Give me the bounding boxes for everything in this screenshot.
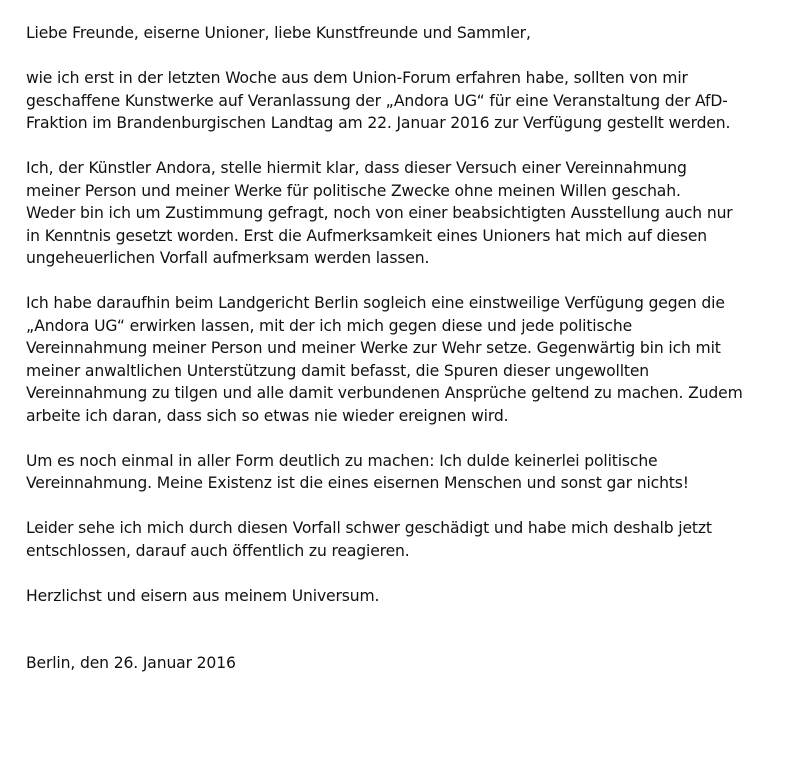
text-line: Um es noch einmal in aller Form deutlich zu machen: Ich dulde keinerlei politische [26,451,658,470]
text-line: Vereinnahmung zu tilgen und alle damit verbundenen Ansprüche geltend zu machen. Zudem [26,384,743,402]
paragraph-2 [26,157,796,270]
paragraph-1 [26,67,796,135]
text-line: wie ich erst in der letzten Woche aus dem Union-Forum erfahren habe, sollten von mir [26,69,688,87]
text-line: meiner anwaltlichen Unterstützung damit befasst, die Spuren dieser ungewollten [26,361,650,380]
text-line: Vereinnahmung. Meine Existenz ist die eines eisernen Menschen und sonst gar nichts! [26,474,689,492]
text-line: meiner Person und meiner Werke für politische Zwecke ohne meinen Willen geschah. [26,181,681,200]
text-line: in Kenntnis gesetzt worden. Erst die Aufmerksamkeit eines Unioners hat mich auf diesen [26,226,708,245]
text-line: Weder bin ich um Zustimmung gefragt, noch von einer beabsichtigten Ausstellung auch nur [26,204,733,222]
salutation: Liebe Freunde, eiserne Unioner, liebe Kunstfreunde und Sammler, [26,24,531,42]
closing: Herzlichst und eisern aus meinem Universum. [26,586,380,605]
paragraph-3 [26,292,796,427]
letter-body [26,22,796,675]
text-line: Fraktion im Brandenburgischen Landtag am 22. Januar 2016 zur Verfügung gestellt werden. [26,114,731,132]
text-line: ungeheuerlichen Vorfall aufmerksam werden lassen. [26,249,430,267]
text-line: Vereinnahmung meiner Person und meiner Werke zur Wehr setze. Gegenwärtig bin ich mit [26,339,721,357]
text-line: Ich, der Künstler Andora, stelle hiermit klar, dass dieser Versuch einer Vereinnahmung [26,159,687,177]
place-date: Berlin, den 26. Januar 2016 [26,654,236,672]
text-line: entschlossen, darauf auch öffentlich zu reagieren. [26,541,410,560]
text-line: arbeite ich daran, dass sich so etwas nie wieder ereignen wird. [26,406,509,425]
paragraph-5 [26,517,796,562]
paragraph-4 [26,450,796,495]
text-line: Leider sehe ich mich durch diesen Vorfall schwer geschädigt und habe mich deshalb jetzt [26,519,712,537]
text-line: Ich habe daraufhin beim Landgericht Berlin sogleich eine einstweilige Verfügung gegen die [26,294,725,312]
text-line: geschaffene Kunstwerke auf Veranlassung der „Andora UG“ für eine Veranstaltung der AfD- [26,91,728,110]
text-line: „Andora UG“ erwirken lassen, mit der ich mich gegen diese und jede politische [26,316,633,335]
